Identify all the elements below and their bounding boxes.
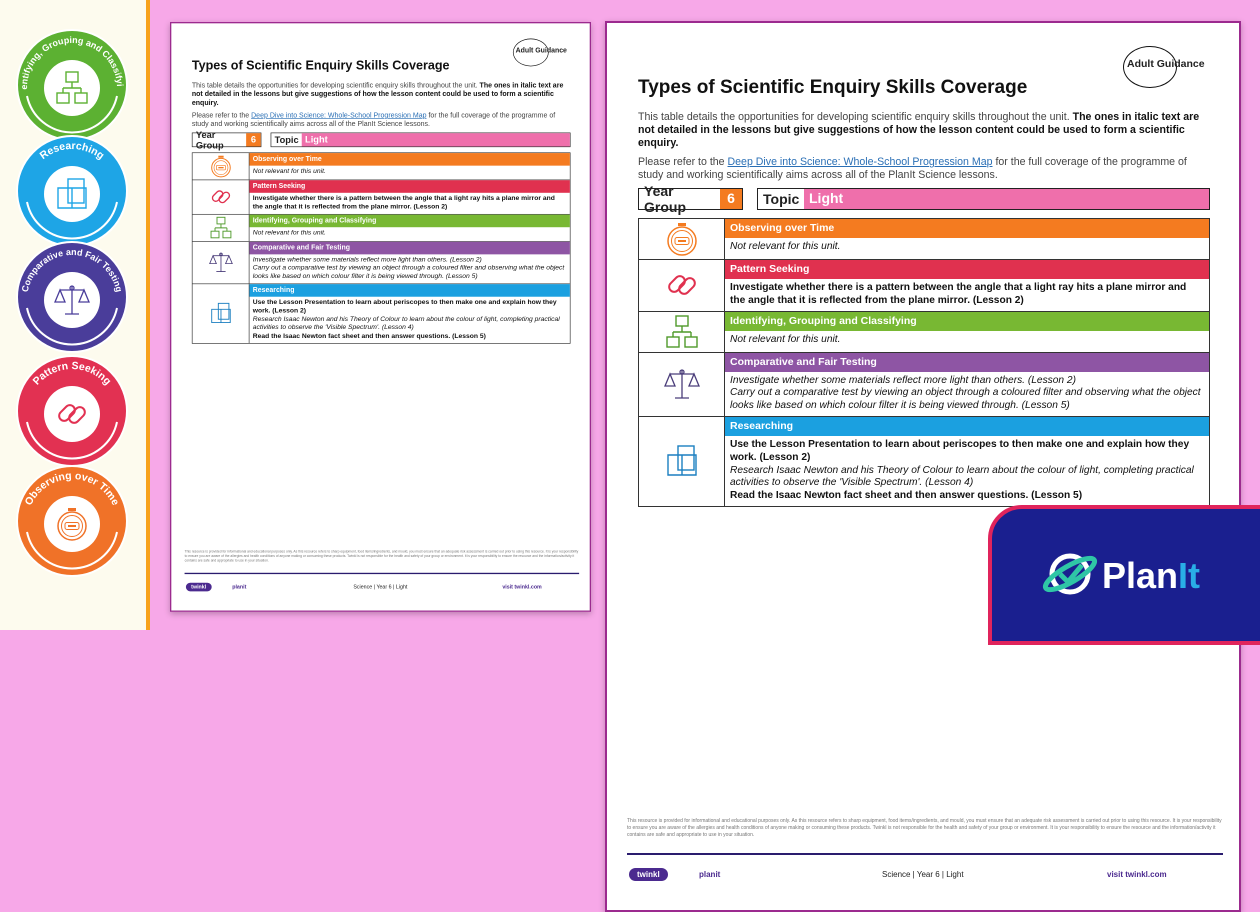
disclaimer: This resource is provided for informational and educational purposes only. As this resource refers to sharp equipment, food items/ingredients, and mould, you must ensure that an adequate risk assessment is carried out prior to using this resource. It is your responsibility to ensure you are aware of the allergies and health conditions of anyone making or consuming these products. Twinkl is not responsible for the health and safety of your group or environment. It is your responsibility to ensure the resource and the information/activity it contains are safe and appropriate to use in your situation. (184, 549, 579, 563)
skill-badge (13, 238, 131, 356)
row-text: Carry out a comparative test by viewing an object through a coloured filter and observing what the object looks like based on which colour filter it is being viewed through. (Lesson 5) (252, 264, 565, 281)
stopwatch-icon (639, 219, 725, 259)
row-heading: Comparative and Fair Testing (725, 353, 1209, 372)
page-title: Types of Scientific Enquiry Skills Coverage (191, 59, 450, 73)
row-text: Investigate whether some materials reflect more light than others. (Lesson 2) (252, 256, 482, 264)
row-heading: Researching (725, 417, 1209, 436)
row-text: Not relevant for this unit. (730, 333, 841, 345)
table-row (639, 312, 1209, 353)
document-page (170, 22, 591, 612)
svg-text:Pattern Seeking: Pattern Seeking (30, 359, 114, 388)
progression-map-link[interactable]: Deep Dive into Science: Whole-School Progression Map (251, 111, 427, 120)
flowchart-icon (52, 68, 92, 113)
footer-link[interactable]: visit twinkl.com (502, 584, 542, 590)
row-text: Carry out a comparative test by viewing an object through a coloured filter and observing what the object looks like based on which colour filter it is being viewed through. (Lesson 5) (730, 387, 1201, 412)
footer-subject: Science | Year 6 | Light (882, 870, 964, 879)
row-text: Research Isaac Newton and his Theory of Colour to learn about the colour of light, completing practical activities to observe the 'Visible Spectrum'. (Lesson 4) (730, 464, 1194, 489)
adult-guidance-badge: Adult Guidance (508, 39, 572, 65)
svg-text:Comparative and Fair Testing: Comparative and Fair Testing (19, 246, 125, 293)
row-text: Read the Isaac Newton fact sheet and then answer questions. (Lesson 5) (252, 332, 486, 340)
skill-badge-strip (0, 0, 150, 630)
row-text: Not relevant for this unit. (252, 167, 326, 175)
flowchart-icon (193, 214, 250, 240)
row-heading: Comparative and Fair Testing (249, 242, 569, 255)
table-row (193, 180, 570, 214)
row-heading: Observing over Time (725, 219, 1209, 238)
stopwatch-icon (193, 153, 250, 179)
svg-text:Identifying, Grouping and Clas: entifying, Grouping and Classifyi (18, 34, 125, 90)
disclaimer: This resource is provided for informational and educational purposes only. As this resource refers to sharp equipment, food items/ingredients, and mould, you must ensure that an adequate risk assessment is carried out prior to using this resource. It is your responsibility to ensure you are aware of the allergies and health conditions of anyone making or consuming these products. Twinkl is not responsible for the health and safety of your group or environment. It is your responsibility to ensure the resource and the information/activity it contains are safe and appropriate to use in your situation. (627, 818, 1222, 838)
skill-badge (13, 26, 131, 144)
refer-text: Please refer to the Deep Dive into Science: Whole-School Progression Map for the full coverage of the programme of study and working scientifically aims across all of the PlanIt Science lessons. (638, 156, 1187, 181)
scales-icon (639, 353, 725, 416)
footer-link[interactable]: visit twinkl.com (1107, 870, 1167, 879)
books-icon (193, 284, 250, 343)
row-text: Investigate whether there is a pattern between the angle that a light ray hits a plane mirror and the angle that it is reflected from the plane mirror. (Lesson 2) (730, 282, 1187, 306)
document-page (605, 21, 1241, 912)
row-text: Not relevant for this unit. (252, 228, 326, 237)
year-group-field: Year Group 6 (192, 133, 262, 148)
planit-wordmark: PlanIt (1102, 555, 1201, 596)
topic-field: Topic Light (757, 188, 1210, 210)
year-group-field: Year Group 6 (638, 188, 743, 210)
chain-link-icon (52, 394, 92, 439)
row-heading: Pattern Seeking (249, 180, 569, 193)
svg-text:Researching: Researching (37, 139, 107, 162)
skill-badge (13, 132, 131, 250)
planit-logo-panel (988, 505, 1260, 645)
twinkl-logo: twinkl (186, 583, 212, 592)
document-body (638, 111, 1210, 507)
row-text: Use the Lesson Presentation to learn about periscopes to then make one and explain how they work. (Lesson 2) (252, 298, 557, 315)
table-row (193, 214, 570, 241)
flowchart-icon (639, 312, 725, 352)
svg-text:Observing over Time: Observing over Time (22, 469, 122, 508)
row-text: Investigate whether some materials reflect more light than others. (Lesson 2) (730, 374, 1076, 386)
table-row (639, 219, 1209, 260)
footer-subject: Science | Year 6 | Light (353, 584, 408, 590)
table-row (639, 417, 1209, 506)
planit-logo-small: planit (699, 870, 721, 879)
row-heading: Observing over Time (249, 153, 569, 166)
row-text: Research Isaac Newton and his Theory of Colour to learn about the colour of light, completing practical activities to observe the 'Visible Spectrum'. (Lesson 4) (252, 315, 560, 332)
document-page-thumbnail (170, 22, 591, 612)
table-row (193, 284, 570, 343)
footer-divider (185, 573, 580, 574)
footer-divider (627, 853, 1223, 855)
skills-table (192, 152, 571, 343)
twinkl-logo: twinkl (629, 868, 668, 881)
books-icon (52, 174, 92, 219)
planet-check-icon (1040, 549, 1100, 599)
page-title: Types of Scientific Enquiry Skills Coverage (638, 77, 1028, 98)
chain-link-icon (193, 180, 250, 213)
skill-badge (13, 352, 131, 470)
table-row (639, 260, 1209, 312)
row-heading: Identifying, Grouping and Classifying (725, 312, 1209, 331)
scales-icon (193, 242, 250, 284)
planit-logo-small: planit (232, 584, 247, 590)
intro-text: This table details the opportunities for developing scientific enquiry skills throughout the unit. The ones in italic text are not detailed in the lessons but give suggestions of how the lesson content could be used to form a scientific enquiry. (638, 111, 1200, 149)
row-heading: Researching (249, 284, 569, 297)
row-text: Read the Isaac Newton fact sheet and then answer questions. (Lesson 5) (730, 490, 1083, 502)
row-heading: Pattern Seeking (725, 260, 1209, 279)
intro-text: This table details the opportunities for developing scientific enquiry skills throughout the unit. The ones in italic text are not detailed in the lessons but give suggestions of how the lesson content could be used to form a scientific enquiry. (191, 81, 564, 107)
chain-link-icon (639, 260, 725, 311)
refer-text: Please refer to the Deep Dive into Science: Whole-School Progression Map for the full coverage of the programme of study and working scientifically aims across all of the PlanIt Science lessons. (191, 111, 556, 128)
row-text: Use the Lesson Presentation to learn about periscopes to then make one and explain how they work. (Lesson 2) (730, 438, 1190, 463)
progression-map-link[interactable]: Deep Dive into Science: Whole-School Progression Map (727, 156, 993, 168)
row-text: Not relevant for this unit. (730, 241, 841, 252)
document-body (192, 82, 571, 344)
scales-icon (52, 280, 92, 325)
table-row (639, 353, 1209, 417)
topic-field: Topic Light (271, 133, 571, 148)
row-text: Investigate whether there is a pattern between the angle that a light ray hits a plane mirror and the angle that it is reflected from the plane mirror. (Lesson 2) (252, 194, 555, 211)
books-icon (639, 417, 725, 506)
adult-guidance-badge: Adult Guidance (1115, 46, 1211, 86)
skills-table (638, 218, 1210, 507)
table-row (193, 242, 570, 285)
stopwatch-icon (52, 504, 92, 549)
table-row (193, 153, 570, 180)
row-heading: Identifying, Grouping and Classifying (249, 214, 569, 227)
skill-badge (13, 462, 131, 580)
